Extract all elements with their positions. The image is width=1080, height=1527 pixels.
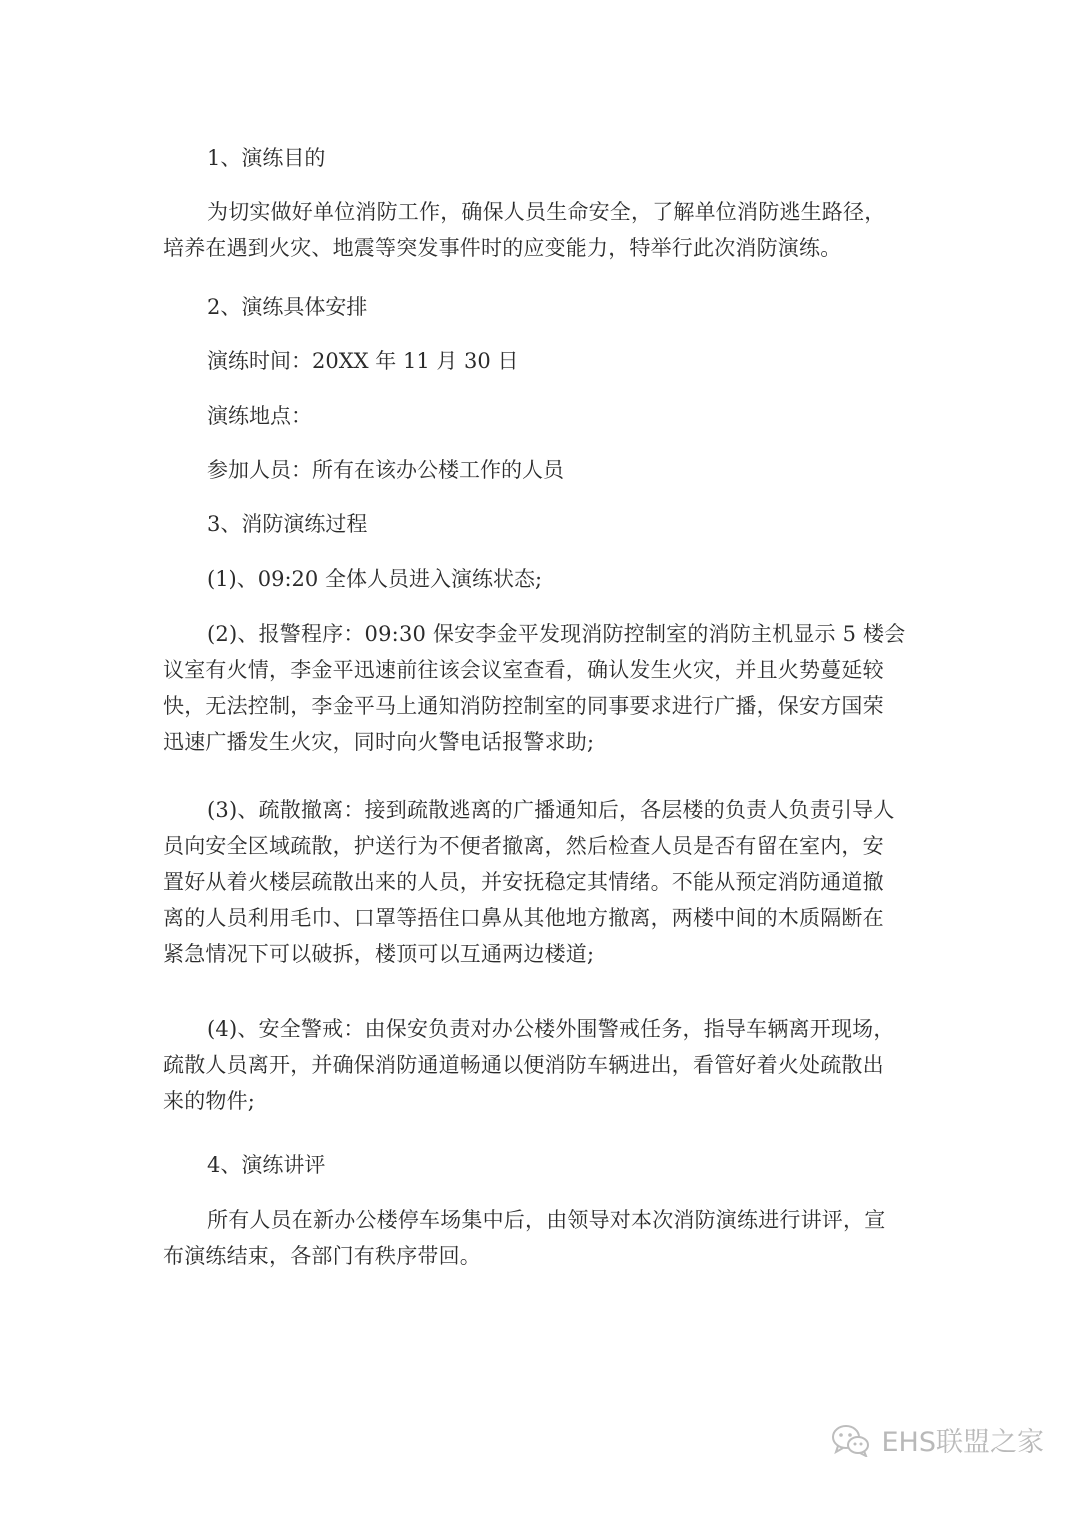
paragraph-line: 员向安全区域疏散，护送行为不便者撤离，然后检查人员是否有留在室内，安	[163, 834, 884, 858]
purpose-paragraph	[163, 194, 923, 266]
paragraph-line: (4)、安全警戒：由保安负责对办公楼外围警戒任务，指导车辆离开现场，	[207, 1017, 895, 1041]
paragraph-line: 布演练结束，各部门有秩序带回。	[163, 1244, 481, 1268]
process-step-3	[163, 792, 923, 972]
paragraph-line: 所有人员在新办公楼停车场集中后，由领导对本次消防演练进行讲评，宣	[207, 1208, 886, 1232]
paragraph-line: (3)、疏散撤离：接到疏散逃离的广播通知后，各层楼的负责人负责引导人	[207, 798, 895, 822]
paragraph-line: 来的物件;	[163, 1089, 256, 1113]
watermark-text: EHS联盟之家	[881, 1427, 1044, 1458]
review-paragraph	[163, 1202, 923, 1274]
arrangement-heading: 2、演练具体安排	[207, 295, 368, 319]
process-heading: 3、消防演练过程	[207, 512, 368, 536]
watermark	[831, 1420, 1044, 1459]
paragraph-line: 议室有火情，李金平迅速前往该会议室查看，确认发生火灾，并且火势蔓延较	[163, 658, 884, 682]
process-step-4	[163, 1011, 923, 1119]
drill-time: 演练时间：20XX 年 11 月 30 日	[207, 349, 519, 373]
paragraph-line: 迅速广播发生火灾，同时向火警电话报警求助;	[163, 730, 595, 754]
process-step-1: (1)、09:20 全体人员进入演练状态;	[207, 567, 543, 591]
purpose-heading: 1、演练目的	[207, 146, 326, 170]
paragraph-line: 紧急情况下可以破拆，楼顶可以互通两边楼道;	[163, 942, 595, 966]
paragraph-line: 快，无法控制，李金平马上通知消防控制室的同事要求进行广播，保安方国荣	[163, 694, 884, 718]
paragraph-line: 离的人员利用毛巾、口罩等捂住口鼻从其他地方撤离，两楼中间的木质隔断在	[163, 906, 884, 930]
drill-location: 演练地点：	[207, 404, 312, 428]
wechat-icon	[831, 1423, 871, 1457]
review-heading: 4、演练讲评	[207, 1153, 326, 1177]
paragraph-line: 置好从着火楼层疏散出来的人员，并安抚稳定其情绪。不能从预定消防通道撤	[163, 870, 884, 894]
paragraph-line: 疏散人员离开，并确保消防通道畅通以便消防车辆进出，看管好着火处疏散出	[163, 1053, 884, 1077]
paragraph-line: (2)、报警程序：09:30 保安李金平发现消防控制室的消防主机显示 5 楼会	[207, 622, 906, 646]
paragraph-line: 为切实做好单位消防工作，确保人员生命安全，了解单位消防逃生路径，	[207, 200, 886, 224]
paragraph-line: 培养在遇到火灾、地震等突发事件时的应变能力，特举行此次消防演练。	[163, 236, 842, 260]
process-step-2	[163, 616, 923, 760]
drill-participants: 参加人员：所有在该办公楼工作的人员	[207, 458, 564, 482]
